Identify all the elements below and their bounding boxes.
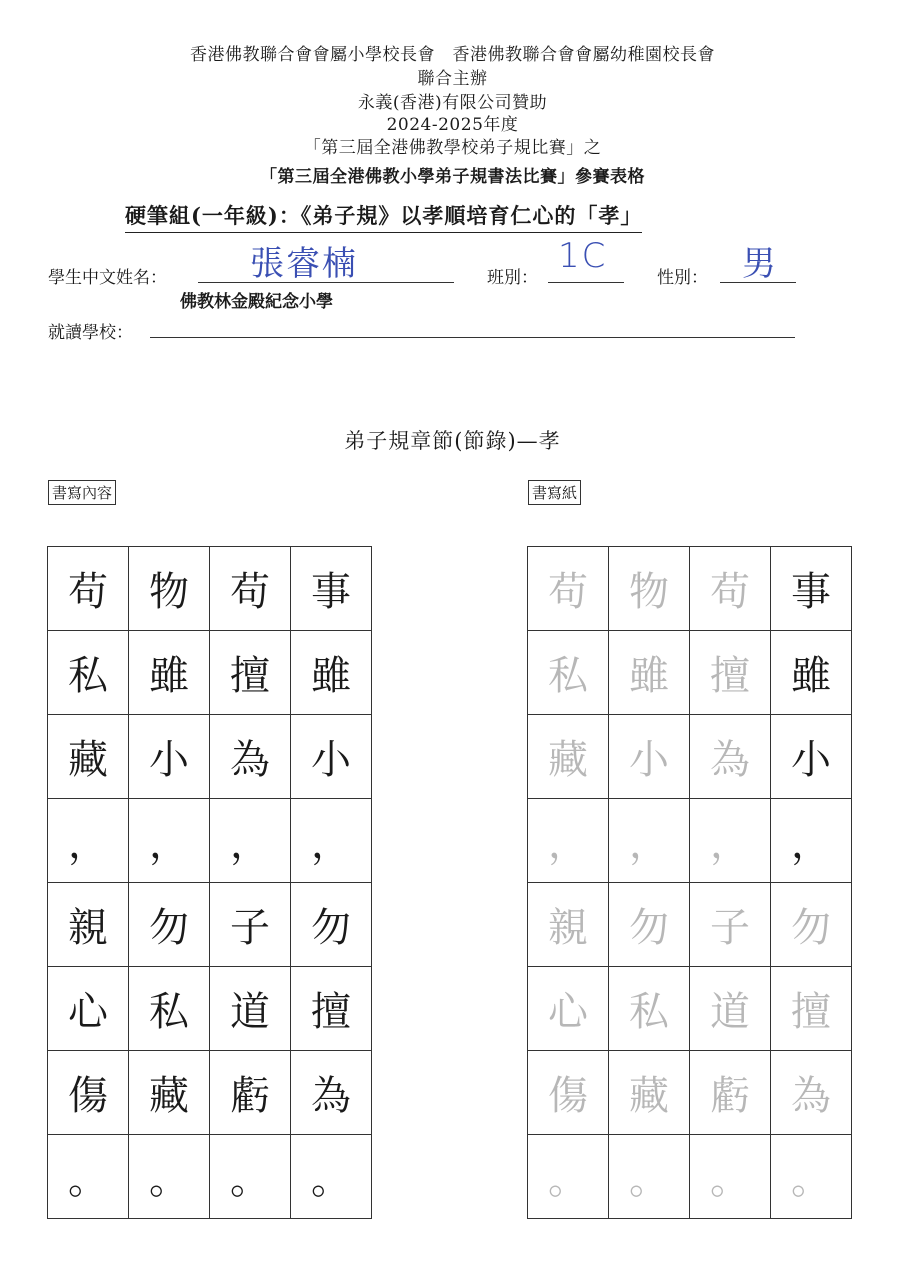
reference-cell: 傷 (48, 1051, 129, 1135)
writing-cell[interactable]: 小 (609, 715, 690, 799)
school-label: 就讀學校： (48, 323, 133, 343)
grid-row (48, 883, 372, 967)
writing-cell[interactable]: 雖 (609, 631, 690, 715)
grid-row (48, 1135, 372, 1219)
reference-cell: 藏 (129, 1051, 210, 1135)
writing-cell[interactable]: 勿 (609, 883, 690, 967)
school-value: 佛教林金殿紀念小學 (180, 292, 333, 312)
reference-cell: 擅 (291, 967, 372, 1051)
writing-cell[interactable]: 道 (690, 967, 771, 1051)
writing-cell[interactable]: 藏 (609, 1051, 690, 1135)
writing-cell[interactable]: 私 (609, 967, 690, 1051)
section-title: 弟子規章節(節錄)—孝 (344, 429, 561, 453)
grid-row (528, 631, 852, 715)
reference-cell: 。 (210, 1135, 291, 1219)
event-name: 「第三屆全港佛教學校弟子規比賽」之 (303, 138, 602, 158)
writing-grid (527, 546, 852, 1219)
reference-cell: 。 (48, 1135, 129, 1219)
writing-cell[interactable]: ， (528, 799, 609, 883)
reference-cell: 私 (129, 967, 210, 1051)
reference-cell: 心 (48, 967, 129, 1051)
gender-label: 性別： (657, 268, 708, 288)
writing-cell[interactable]: 雖 (771, 631, 852, 715)
reference-cell: 勿 (129, 883, 210, 967)
grid-row (528, 547, 852, 631)
writing-cell[interactable]: 親 (528, 883, 609, 967)
reference-cell: ， (48, 799, 129, 883)
school-line[interactable] (150, 337, 795, 338)
reference-cell: 小 (291, 715, 372, 799)
reference-cell: 小 (129, 715, 210, 799)
writing-cell[interactable]: 藏 (528, 715, 609, 799)
reference-cell: 苟 (210, 547, 291, 631)
class-value: 1C (558, 236, 608, 276)
reference-cell: 。 (291, 1135, 372, 1219)
organizers: 香港佛教聯合會會屬小學校長會 香港佛教聯合會會屬幼稚園校長會 (190, 45, 715, 65)
writing-cell[interactable]: 私 (528, 631, 609, 715)
sponsor-line: 永義(香港)有限公司贊助 (357, 93, 548, 113)
grid-row (48, 1051, 372, 1135)
writing-cell[interactable]: 苟 (528, 547, 609, 631)
reference-cell: 藏 (48, 715, 129, 799)
grid-row (528, 883, 852, 967)
writing-cell[interactable]: 傷 (528, 1051, 609, 1135)
reference-cell: 擅 (210, 631, 291, 715)
reference-cell: 勿 (291, 883, 372, 967)
writing-cell[interactable]: 物 (609, 547, 690, 631)
grid-row (528, 715, 852, 799)
grid-row (48, 715, 372, 799)
reference-grid (47, 546, 372, 1219)
grid-row (48, 967, 372, 1051)
writing-cell[interactable]: ， (690, 799, 771, 883)
joint-organizer-note: 聯合主辦 (417, 69, 488, 89)
reference-label: 書寫內容 (48, 480, 116, 505)
reference-cell: 子 (210, 883, 291, 967)
grid-row (528, 967, 852, 1051)
subject-heading: 硬筆組(一年級)：《弟子規》以孝順培育仁心的「孝」 (125, 200, 642, 233)
gender-value: 男 (742, 244, 778, 284)
class-line[interactable] (548, 282, 624, 283)
reference-cell: ， (291, 799, 372, 883)
reference-cell: 。 (129, 1135, 210, 1219)
writing-cell[interactable]: 。 (528, 1135, 609, 1219)
grid-row (48, 799, 372, 883)
writing-cell[interactable]: 。 (771, 1135, 852, 1219)
reference-cell: 物 (129, 547, 210, 631)
reference-cell: ， (210, 799, 291, 883)
reference-cell: 苟 (48, 547, 129, 631)
writing-cell[interactable]: ， (771, 799, 852, 883)
reference-cell: 雖 (291, 631, 372, 715)
class-label: 班別： (487, 268, 538, 288)
reference-cell: 親 (48, 883, 129, 967)
reference-cell: 道 (210, 967, 291, 1051)
name-value: 張睿楠 (250, 244, 358, 284)
writing-cell[interactable]: ， (609, 799, 690, 883)
writing-cell[interactable]: 為 (690, 715, 771, 799)
writing-cell[interactable]: 虧 (690, 1051, 771, 1135)
reference-cell: 虧 (210, 1051, 291, 1135)
writing-cell[interactable]: 擅 (690, 631, 771, 715)
writing-cell[interactable]: 勿 (771, 883, 852, 967)
reference-cell: ， (129, 799, 210, 883)
form-title: 「第三屆全港佛教小學弟子規書法比賽」參賽表格 (260, 167, 645, 187)
writing-cell[interactable]: 擅 (771, 967, 852, 1051)
grid-row (48, 631, 372, 715)
writing-cell[interactable]: 小 (771, 715, 852, 799)
reference-cell: 為 (210, 715, 291, 799)
grid-row (528, 1051, 852, 1135)
reference-cell: 事 (291, 547, 372, 631)
grid-row (528, 1135, 852, 1219)
reference-cell: 為 (291, 1051, 372, 1135)
writing-label: 書寫紙 (528, 480, 581, 505)
academic-year: 2024-2025年度 (386, 115, 519, 135)
writing-cell[interactable]: 。 (690, 1135, 771, 1219)
writing-cell[interactable]: 。 (609, 1135, 690, 1219)
writing-cell[interactable]: 事 (771, 547, 852, 631)
writing-cell[interactable]: 苟 (690, 547, 771, 631)
grid-row (48, 547, 372, 631)
name-label: 學生中文姓名： (48, 268, 167, 288)
writing-cell[interactable]: 子 (690, 883, 771, 967)
reference-cell: 雖 (129, 631, 210, 715)
writing-cell[interactable]: 為 (771, 1051, 852, 1135)
reference-cell: 私 (48, 631, 129, 715)
grid-row (528, 799, 852, 883)
writing-cell[interactable]: 心 (528, 967, 609, 1051)
